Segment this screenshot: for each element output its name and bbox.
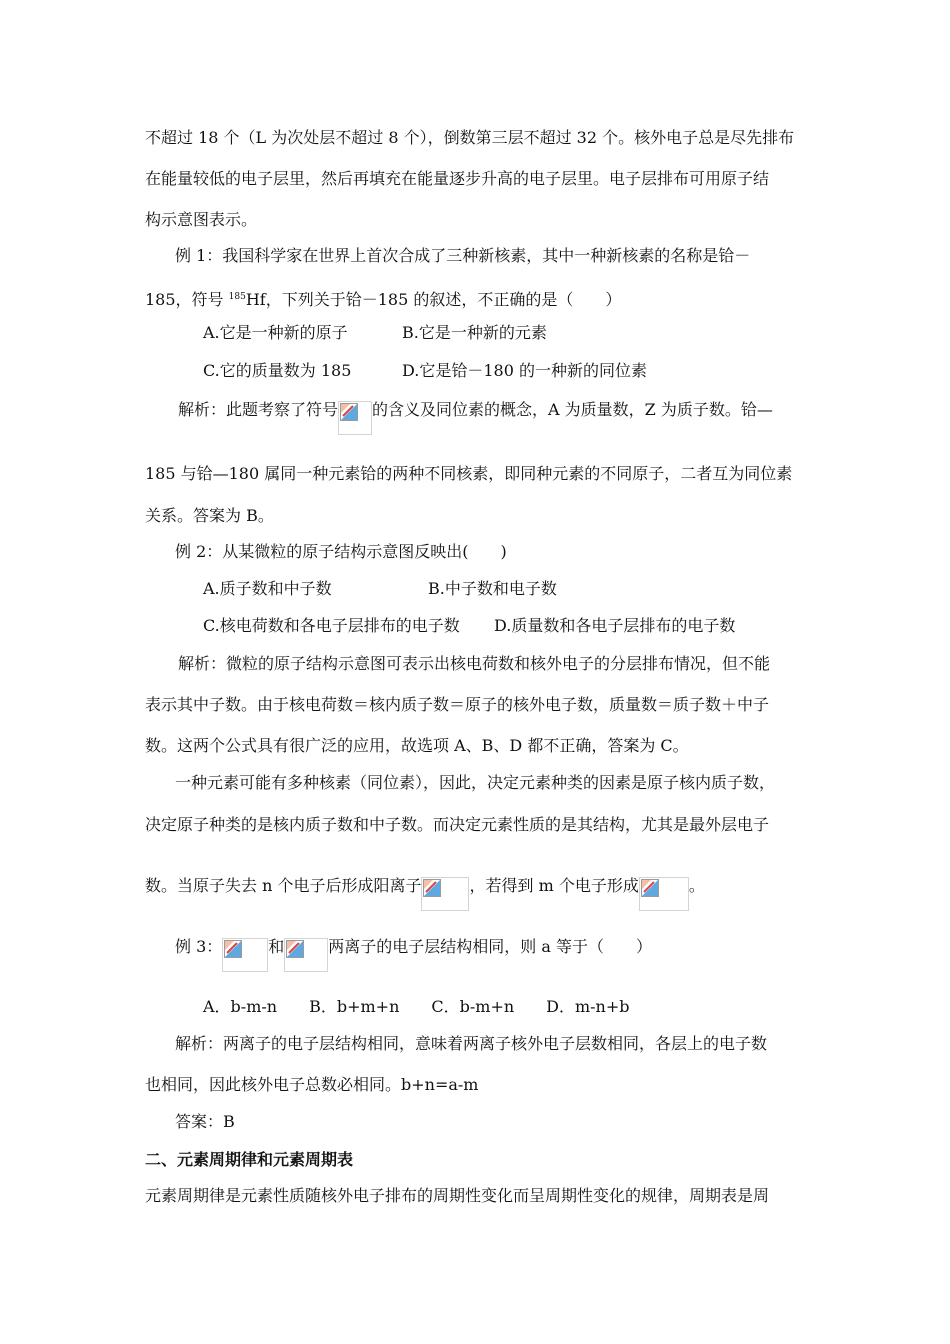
analysis-2-line: 解析：微粒的原子结构示意图可表示出核电荷数和核外电子的分层排布情况，但不能 bbox=[178, 654, 771, 673]
example-1-option-a: A.它是一种新的原子 bbox=[203, 323, 348, 342]
paragraph-line: 数。当原子失去 n 个电子后形成阳离子 ，若得到 m 个电子形成 。 bbox=[145, 875, 705, 911]
example-2-option-c: C.核电荷数和各电子层排布的电子数 bbox=[203, 616, 460, 635]
example-1-question-cont: 185，符号 $^{185}$Hf，下列关于铪－185 的叙述，不正确的是（ ） bbox=[145, 290, 622, 309]
example-2-option-d: D.质量数和各电子层排布的电子数 bbox=[494, 616, 736, 635]
paragraph-line: 元素周期律是元素性质随核外电子排布的周期性变化而呈周期性变化的规律，周期表是周 bbox=[145, 1186, 770, 1205]
broken-image-icon bbox=[639, 877, 689, 911]
example-1-option-b: B.它是一种新的元素 bbox=[402, 323, 547, 342]
analysis-3-line: 也相同，因此核外电子总数必相同。b+n=a-m bbox=[145, 1075, 479, 1094]
analysis-1-line: 解析：此题考察了符号 的含义及同位素的概念，A 为质量数，Z 为质子数。铪— bbox=[178, 399, 773, 435]
broken-image-icon bbox=[222, 938, 268, 972]
example-2-question: 例 2：从某微粒的原子结构示意图反映出( ) bbox=[175, 542, 507, 561]
example-2-option-b: B.中子数和电子数 bbox=[428, 579, 557, 598]
mass-number-superscript: 185 bbox=[228, 292, 246, 302]
analysis-1-line: 185 与铪—180 属同一种元素铪的两种不同核素，即同种元素的不同原子，二者互为同位素 bbox=[145, 464, 793, 483]
example-1-option-c: C.它的质量数为 185 bbox=[203, 361, 352, 380]
answer-line: 答案：B bbox=[175, 1112, 235, 1131]
paragraph-line: 一种元素可能有多种核素（同位素），因此，决定元素种类的因素是原子核内质子数， bbox=[175, 773, 776, 792]
broken-image-icon bbox=[284, 938, 328, 972]
example-3-question: 例 3： 和 两离子的电子层结构相同，则 a 等于（ ） bbox=[175, 936, 652, 972]
analysis-1-line: 关系。答案为 B。 bbox=[145, 506, 274, 525]
paragraph-line: 构示意图表示。 bbox=[145, 210, 258, 229]
paragraph-line: 决定原子种类的是核内质子数和中子数。而决定元素性质的是其结构，尤其是最外层电子 bbox=[145, 815, 770, 834]
analysis-2-line: 数。这两个公式具有很广泛的应用，故选项 A、B、D 都不正确，答案为 C。 bbox=[145, 736, 689, 755]
paragraph-line: 不超过 18 个（L 为次处层不超过 8 个），倒数第三层不超过 32 个。核外电子总是尽先排布 bbox=[145, 128, 795, 147]
analysis-3-line: 解析：两离子的电子层结构相同，意味着两离子核外电子层数相同，各层上的电子数 bbox=[175, 1034, 768, 1053]
broken-image-icon bbox=[338, 401, 372, 435]
paragraph-line: 在能量较低的电子层里，然后再填充在能量逐步升高的电子层里。电子层排布可用原子结 bbox=[145, 169, 770, 188]
example-1-option-d: D.它是铪－180 的一种新的同位素 bbox=[402, 361, 647, 380]
example-3-options: A．b-m-n B．b+m+n C．b-m+n D．m-n+b bbox=[203, 997, 630, 1016]
section-heading: 二、元素周期律和元素周期表 bbox=[145, 1150, 354, 1169]
example-1-question: 例 1：我国科学家在世界上首次合成了三种新核素，其中一种新核素的名称是铪－ bbox=[175, 246, 751, 265]
example-2-option-a: A.质子数和中子数 bbox=[203, 579, 332, 598]
broken-image-icon bbox=[421, 877, 469, 911]
analysis-2-line: 表示其中子数。由于核电荷数＝核内质子数＝原子的核外电子数，质量数＝质子数＋中子 bbox=[145, 695, 770, 714]
